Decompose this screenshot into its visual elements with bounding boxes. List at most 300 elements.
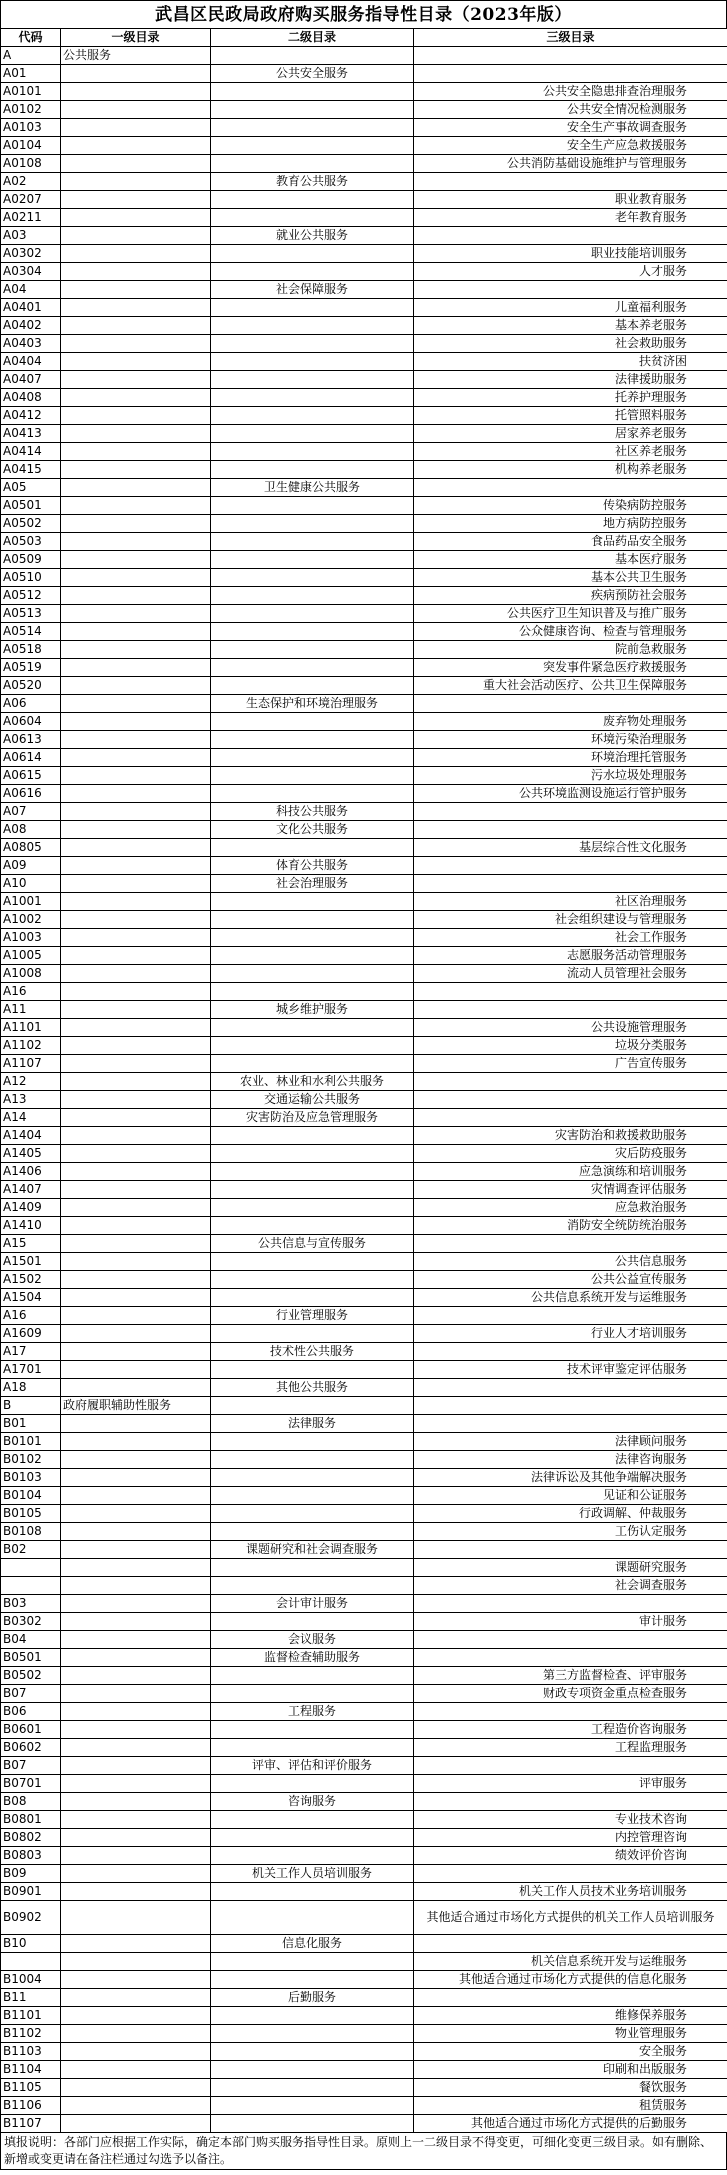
cell-level2 [211, 1469, 414, 1487]
table-row [1, 1307, 727, 1325]
cell-level2 [211, 893, 414, 911]
cell-level3: 第三方监督检查、评审服务 [414, 1667, 727, 1685]
table-row [1, 1271, 727, 1289]
cell-level2 [211, 1577, 414, 1595]
cell-code: B11 [1, 1989, 61, 2007]
cell-level3: 垃圾分类服务 [414, 1037, 727, 1055]
cell-level3: 公众健康咨询、检查与管理服务 [414, 623, 727, 641]
cell-code: B0101 [1, 1433, 61, 1451]
table-row [1, 299, 727, 317]
table-row [1, 173, 727, 191]
table-row [1, 1199, 727, 1217]
table-row [1, 1793, 727, 1811]
cell-level1 [61, 821, 211, 839]
cell-level1 [61, 1721, 211, 1739]
cell-level2 [211, 1163, 414, 1181]
cell-level3: 公共设施管理服务 [414, 1019, 727, 1037]
cell-code: B [1, 1397, 61, 1415]
cell-code: B1107 [1, 2115, 61, 2133]
cell-level1 [61, 371, 211, 389]
cell-level1 [61, 1523, 211, 1541]
cell-code: B1104 [1, 2061, 61, 2079]
cell-level2: 课题研究和社会调查服务 [211, 1541, 414, 1559]
table-row [1, 281, 727, 299]
cell-code: A0513 [1, 605, 61, 623]
cell-level3: 托管照料服务 [414, 407, 727, 425]
cell-level2 [211, 2079, 414, 2097]
cell-code: A0108 [1, 155, 61, 173]
table-row [1, 209, 727, 227]
cell-level3: 法律顾问服务 [414, 1433, 727, 1451]
cell-level2 [211, 1559, 414, 1577]
table-row [1, 2079, 727, 2097]
cell-level2 [211, 389, 414, 407]
cell-level3: 租赁服务 [414, 2097, 727, 2115]
table-row [1, 371, 727, 389]
cell-code: A1410 [1, 1217, 61, 1235]
cell-level2 [211, 1829, 414, 1847]
cell-level1 [61, 1703, 211, 1721]
cell-level2 [211, 443, 414, 461]
table-row [1, 1343, 727, 1361]
cell-level2 [211, 2115, 414, 2133]
cell-level2 [211, 1811, 414, 1829]
cell-level2 [211, 1451, 414, 1469]
catalog-table [0, 28, 727, 2133]
table-row [1, 227, 727, 245]
cell-level2 [211, 1505, 414, 1523]
cell-level1 [61, 353, 211, 371]
cell-level2 [211, 1883, 414, 1901]
table-row [1, 317, 727, 335]
table-row [1, 1217, 727, 1235]
cell-level1 [61, 1181, 211, 1199]
cell-code: B03 [1, 1595, 61, 1613]
cell-code: A0520 [1, 677, 61, 695]
cell-level3: 见证和公证服务 [414, 1487, 727, 1505]
cell-code: A12 [1, 1073, 61, 1091]
cell-level3 [414, 65, 727, 83]
header-level2: 二级目录 [211, 29, 414, 47]
cell-code: A1102 [1, 1037, 61, 1055]
cell-level3 [414, 1649, 727, 1667]
cell-level2 [211, 371, 414, 389]
table-row [1, 263, 727, 281]
table-row [1, 1901, 727, 1935]
cell-level2 [211, 1775, 414, 1793]
cell-code: A1008 [1, 965, 61, 983]
cell-level3 [414, 1397, 727, 1415]
cell-level3 [414, 1343, 727, 1361]
cell-level3: 其他适合通过市场化方式提供的机关工作人员培训服务 [414, 1901, 727, 1935]
cell-level3: 职业教育服务 [414, 191, 727, 209]
cell-level3: 公共公益宣传服务 [414, 1271, 727, 1289]
cell-level3 [414, 479, 727, 497]
cell-level3: 社会调查服务 [414, 1577, 727, 1595]
cell-level2 [211, 209, 414, 227]
cell-level3: 公共环境监测设施运行管护服务 [414, 785, 727, 803]
cell-level2 [211, 587, 414, 605]
table-row [1, 1577, 727, 1595]
table-row [1, 1001, 727, 1019]
cell-level1 [61, 1829, 211, 1847]
cell-code: A0413 [1, 425, 61, 443]
cell-code: A16 [1, 983, 61, 1001]
cell-level2 [211, 1721, 414, 1739]
cell-level2 [211, 1487, 414, 1505]
cell-level2 [211, 263, 414, 281]
cell-level2: 生态保护和环境治理服务 [211, 695, 414, 713]
cell-code: A13 [1, 1091, 61, 1109]
cell-code: A1406 [1, 1163, 61, 1181]
cell-level1 [61, 281, 211, 299]
cell-code: B0104 [1, 1487, 61, 1505]
cell-level1 [61, 1055, 211, 1073]
cell-level1 [61, 335, 211, 353]
cell-level3 [414, 1989, 727, 2007]
table-row [1, 1559, 727, 1577]
cell-level2: 评审、评估和评价服务 [211, 1757, 414, 1775]
table-row [1, 425, 727, 443]
cell-level3: 法律咨询服务 [414, 1451, 727, 1469]
cell-level2: 就业公共服务 [211, 227, 414, 245]
cell-level3 [414, 695, 727, 713]
cell-level1 [61, 191, 211, 209]
table-row [1, 1325, 727, 1343]
cell-code: A06 [1, 695, 61, 713]
cell-level1 [61, 1739, 211, 1757]
cell-code: B0802 [1, 1829, 61, 1847]
table-row [1, 1091, 727, 1109]
cell-level1 [61, 983, 211, 1001]
cell-level1 [61, 1289, 211, 1307]
cell-code: B1101 [1, 2007, 61, 2025]
cell-code: B0103 [1, 1469, 61, 1487]
table-row [1, 1775, 727, 1793]
cell-code: A0512 [1, 587, 61, 605]
cell-level3: 突发事件紧急医疗救援服务 [414, 659, 727, 677]
table-row [1, 2007, 727, 2025]
cell-code: B0502 [1, 1667, 61, 1685]
cell-level2 [211, 2061, 414, 2079]
cell-level1 [61, 1343, 211, 1361]
cell-code: A0402 [1, 317, 61, 335]
cell-level1 [61, 875, 211, 893]
cell-level3: 绩效评价咨询 [414, 1847, 727, 1865]
cell-level1 [61, 1361, 211, 1379]
cell-level3: 基本医疗服务 [414, 551, 727, 569]
cell-code: A1101 [1, 1019, 61, 1037]
cell-code: B0901 [1, 1883, 61, 1901]
cell-level1 [61, 713, 211, 731]
cell-level1 [61, 623, 211, 641]
cell-level1 [61, 1505, 211, 1523]
table-row [1, 155, 727, 173]
cell-level3 [414, 1793, 727, 1811]
cell-level3: 流动人员管理社会服务 [414, 965, 727, 983]
table-row [1, 1541, 727, 1559]
cell-code: A03 [1, 227, 61, 245]
table-row [1, 929, 727, 947]
cell-level1 [61, 101, 211, 119]
cell-code: A0101 [1, 83, 61, 101]
cell-code: A0412 [1, 407, 61, 425]
cell-level3 [414, 1307, 727, 1325]
cell-code: A0519 [1, 659, 61, 677]
table-row [1, 569, 727, 587]
cell-level1 [61, 1307, 211, 1325]
cell-level1 [61, 569, 211, 587]
cell-level3: 工程监理服务 [414, 1739, 727, 1757]
cell-level1 [61, 749, 211, 767]
cell-code: B0105 [1, 1505, 61, 1523]
cell-level3: 应急救治服务 [414, 1199, 727, 1217]
cell-code: A [1, 47, 61, 65]
cell-code: A1409 [1, 1199, 61, 1217]
cell-level1 [61, 173, 211, 191]
cell-level1 [61, 911, 211, 929]
cell-level2 [211, 2097, 414, 2115]
cell-level2 [211, 1019, 414, 1037]
cell-code: A1609 [1, 1325, 61, 1343]
cell-level3: 公共消防基础设施维护与管理服务 [414, 155, 727, 173]
table-row [1, 893, 727, 911]
cell-level2: 后勤服务 [211, 1989, 414, 2007]
cell-code: A0407 [1, 371, 61, 389]
cell-code: A04 [1, 281, 61, 299]
cell-code: A1107 [1, 1055, 61, 1073]
cell-level3 [414, 1865, 727, 1883]
cell-code: A07 [1, 803, 61, 821]
cell-level2 [211, 47, 414, 65]
cell-level3 [414, 857, 727, 875]
cell-code: A1405 [1, 1145, 61, 1163]
cell-level2 [211, 1953, 414, 1971]
cell-level3: 安全生产事故调查服务 [414, 119, 727, 137]
cell-level2 [211, 785, 414, 803]
cell-level3: 污水垃圾处理服务 [414, 767, 727, 785]
table-row [1, 353, 727, 371]
cell-level1 [61, 2061, 211, 2079]
cell-code: B0801 [1, 1811, 61, 1829]
table-row [1, 119, 727, 137]
cell-level2: 文化公共服务 [211, 821, 414, 839]
cell-level2 [211, 983, 414, 1001]
cell-level1 [61, 677, 211, 695]
cell-level1 [61, 551, 211, 569]
cell-code: A1001 [1, 893, 61, 911]
cell-code: A14 [1, 1109, 61, 1127]
cell-level1 [61, 1001, 211, 1019]
cell-level2 [211, 425, 414, 443]
cell-level1 [61, 1379, 211, 1397]
table-row [1, 605, 727, 623]
table-row [1, 1235, 727, 1253]
cell-level1 [61, 461, 211, 479]
cell-level3: 食品药品安全服务 [414, 533, 727, 551]
cell-level2: 体育公共服务 [211, 857, 414, 875]
cell-level2 [211, 245, 414, 263]
cell-level3: 工程造价咨询服务 [414, 1721, 727, 1739]
cell-level1 [61, 1649, 211, 1667]
cell-level1 [61, 1037, 211, 1055]
table-row [1, 803, 727, 821]
table-row [1, 2043, 727, 2061]
cell-level3: 重大社会活动医疗、公共卫生保障服务 [414, 677, 727, 695]
cell-level3: 环境污染治理服务 [414, 731, 727, 749]
cell-level3 [414, 983, 727, 1001]
cell-level3 [414, 875, 727, 893]
cell-level2 [211, 1667, 414, 1685]
cell-level2 [211, 1127, 414, 1145]
cell-level2 [211, 965, 414, 983]
table-row [1, 1253, 727, 1271]
cell-level2 [211, 641, 414, 659]
cell-level3: 消防安全统防统治服务 [414, 1217, 727, 1235]
cell-level3: 工伤认定服务 [414, 1523, 727, 1541]
fill-instructions: 填报说明：各部门应根据工作实际，确定本部门购买服务指导性目录。原则上一二级目录不得变更，可细化变更三级目录。如有删除、新增或变更请在备注栏通过勾选予以备注。 [0, 2133, 727, 2170]
cell-level3: 灾害防治和救援救助服务 [414, 1127, 727, 1145]
cell-level3: 行政调解、仲裁服务 [414, 1505, 727, 1523]
cell-level1 [61, 839, 211, 857]
cell-level3: 机关信息系统开发与运维服务 [414, 1953, 727, 1971]
cell-level2: 信息化服务 [211, 1935, 414, 1953]
table-row [1, 1685, 727, 1703]
cell-level2: 机关工作人员培训服务 [211, 1865, 414, 1883]
cell-level1 [61, 947, 211, 965]
cell-code: A0404 [1, 353, 61, 371]
cell-code: A11 [1, 1001, 61, 1019]
cell-level3: 儿童福利服务 [414, 299, 727, 317]
cell-code: A0616 [1, 785, 61, 803]
cell-level2: 会议服务 [211, 1631, 414, 1649]
cell-level1 [61, 965, 211, 983]
cell-level1: 公共服务 [61, 47, 211, 65]
cell-level1 [61, 1415, 211, 1433]
cell-level2 [211, 1217, 414, 1235]
cell-level1 [61, 1757, 211, 1775]
table-row [1, 587, 727, 605]
table-row [1, 965, 727, 983]
cell-level2: 社会治理服务 [211, 875, 414, 893]
table-row [1, 1829, 727, 1847]
cell-level2 [211, 767, 414, 785]
cell-level2 [211, 1523, 414, 1541]
cell-level2: 交通运输公共服务 [211, 1091, 414, 1109]
cell-level2 [211, 1397, 414, 1415]
cell-level2: 技术性公共服务 [211, 1343, 414, 1361]
cell-level2 [211, 2043, 414, 2061]
cell-level1 [61, 1685, 211, 1703]
cell-level2 [211, 1181, 414, 1199]
cell-level2 [211, 1037, 414, 1055]
table-row [1, 1037, 727, 1055]
cell-code: A0514 [1, 623, 61, 641]
cell-level3: 法律诉讼及其他争端解决服务 [414, 1469, 727, 1487]
table-row [1, 1523, 727, 1541]
cell-level2 [211, 1361, 414, 1379]
cell-level2 [211, 83, 414, 101]
cell-level3: 公共信息服务 [414, 1253, 727, 1271]
cell-level3: 地方病防控服务 [414, 515, 727, 533]
header-level1: 一级目录 [61, 29, 211, 47]
cell-level1 [61, 1613, 211, 1631]
cell-code: B0501 [1, 1649, 61, 1667]
cell-level1 [61, 1271, 211, 1289]
cell-code: A08 [1, 821, 61, 839]
cell-level2 [211, 1055, 414, 1073]
header-code: 代码 [1, 29, 61, 47]
cell-level2 [211, 659, 414, 677]
cell-level3 [414, 1235, 727, 1253]
table-row [1, 1667, 727, 1685]
table-row [1, 911, 727, 929]
table-row [1, 1379, 727, 1397]
table-row [1, 335, 727, 353]
table-row [1, 407, 727, 425]
table-row [1, 443, 727, 461]
cell-level3: 财政专项资金重点检查服务 [414, 1685, 727, 1703]
cell-level1 [61, 1793, 211, 1811]
table-row [1, 1487, 727, 1505]
table-row [1, 767, 727, 785]
cell-level1 [61, 1091, 211, 1109]
cell-level2 [211, 1901, 414, 1935]
cell-level3: 废弃物处理服务 [414, 713, 727, 731]
cell-level3: 机构养老服务 [414, 461, 727, 479]
table-row [1, 137, 727, 155]
cell-code: B0602 [1, 1739, 61, 1757]
cell-level2 [211, 1847, 414, 1865]
cell-level3 [414, 1109, 727, 1127]
cell-level1 [61, 1989, 211, 2007]
cell-level3: 餐饮服务 [414, 2079, 727, 2097]
table-row [1, 2025, 727, 2043]
cell-level1 [61, 1127, 211, 1145]
cell-level1 [61, 2025, 211, 2043]
cell-code: A0518 [1, 641, 61, 659]
cell-level1 [61, 299, 211, 317]
table-row [1, 83, 727, 101]
cell-code: A0102 [1, 101, 61, 119]
cell-code: A1701 [1, 1361, 61, 1379]
cell-level3 [414, 47, 727, 65]
cell-level2 [211, 929, 414, 947]
cell-level2 [211, 2025, 414, 2043]
cell-level2 [211, 2007, 414, 2025]
cell-level2 [211, 155, 414, 173]
cell-code: B0302 [1, 1613, 61, 1631]
cell-level3 [414, 281, 727, 299]
cell-level2 [211, 947, 414, 965]
cell-code: A1502 [1, 1271, 61, 1289]
cell-level2 [211, 749, 414, 767]
table-row [1, 1757, 727, 1775]
cell-level1 [61, 1865, 211, 1883]
cell-level1 [61, 1109, 211, 1127]
cell-code: A0408 [1, 389, 61, 407]
cell-level2 [211, 317, 414, 335]
cell-code: B0601 [1, 1721, 61, 1739]
cell-code: A1504 [1, 1289, 61, 1307]
cell-level3: 基层综合性文化服务 [414, 839, 727, 857]
cell-level2 [211, 353, 414, 371]
table-row [1, 479, 727, 497]
cell-level2 [211, 1325, 414, 1343]
cell-level2 [211, 569, 414, 587]
table-row [1, 191, 727, 209]
table-row [1, 1289, 727, 1307]
